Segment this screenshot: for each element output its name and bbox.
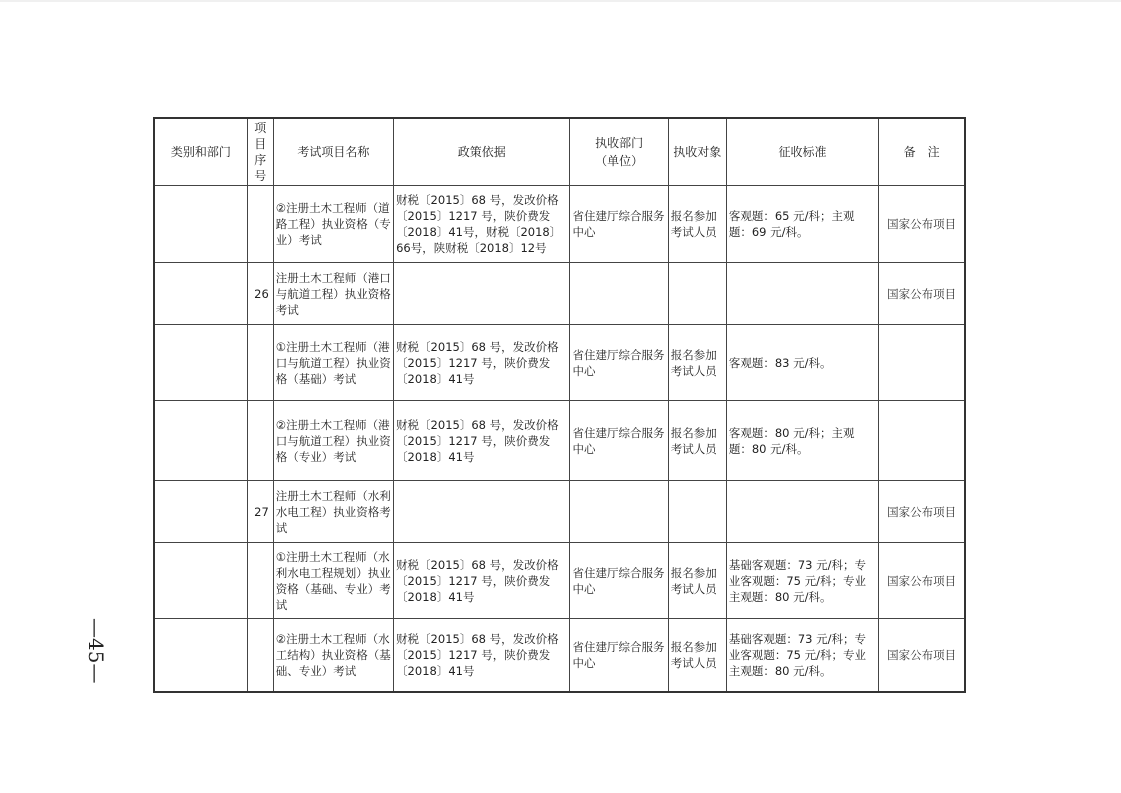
cell-name: ①注册土木工程师（水利水电工程规划）执业资格（基础、专业）考试: [273, 543, 393, 619]
cell-standard: 客观题：65 元/科；主观题：69 元/科。: [726, 186, 878, 263]
cell-dept: 省住建厅综合服务中心: [570, 543, 668, 619]
cell-category: [154, 481, 247, 543]
cell-name: ②注册土木工程师（道路工程）执业资格（专业）考试: [273, 186, 393, 263]
cell-basis: 财税〔2015〕68 号，发改价格〔2015〕1217 号，陕价费发〔2018〕41号: [394, 619, 570, 692]
header-note: 备 注: [879, 118, 965, 186]
cell-standard: [726, 481, 878, 543]
cell-standard: 客观题：83 元/科。: [726, 325, 878, 401]
cell-dept: 省住建厅综合服务中心: [570, 186, 668, 263]
cell-dept: [570, 481, 668, 543]
cell-target: 报名参加考试人员: [668, 543, 726, 619]
cell-note: 国家公布项目: [879, 543, 965, 619]
cell-target: [668, 481, 726, 543]
cell-seq: [247, 401, 273, 481]
cell-category: [154, 619, 247, 692]
cell-category: [154, 325, 247, 401]
cell-seq: [247, 325, 273, 401]
header-target: 执收对象: [668, 118, 726, 186]
cell-basis: 财税〔2015〕68 号，发改价格〔2015〕1217 号，陕价费发〔2018〕41号: [394, 325, 570, 401]
cell-target: 报名参加考试人员: [668, 401, 726, 481]
table-row: [154, 186, 965, 263]
cell-basis: [394, 481, 570, 543]
table-row: [154, 263, 965, 325]
cell-category: [154, 401, 247, 481]
cell-note: 国家公布项目: [879, 481, 965, 543]
header-category: 类别和部门: [154, 118, 247, 186]
header-basis: 政策依据: [394, 118, 570, 186]
cell-category: [154, 543, 247, 619]
cell-target: 报名参加考试人员: [668, 186, 726, 263]
header-standard: 征收标准: [726, 118, 878, 186]
cell-seq: 26: [247, 263, 273, 325]
table-row: [154, 481, 965, 543]
cell-basis: 财税〔2015〕68 号，发改价格〔2015〕1217 号，陕价费发〔2018〕41号，财税〔2018〕66号，陕财税〔2018〕12号: [394, 186, 570, 263]
table-row: [154, 401, 965, 481]
fee-table: [153, 117, 966, 693]
cell-target: [668, 263, 726, 325]
cell-seq: 27: [247, 481, 273, 543]
cell-name: ②注册土木工程师（港口与航道工程）执业资格（专业）考试: [273, 401, 393, 481]
cell-standard: [726, 263, 878, 325]
cell-seq: [247, 186, 273, 263]
cell-name: 注册土木工程师（水利水电工程）执业资格考试: [273, 481, 393, 543]
cell-target: 报名参加考试人员: [668, 619, 726, 692]
table-row: [154, 619, 965, 692]
cell-note: 国家公布项目: [879, 186, 965, 263]
page-number: —45—: [84, 618, 108, 684]
header-dept: 执收部门 （单位）: [570, 118, 668, 186]
cell-dept: 省住建厅综合服务中心: [570, 325, 668, 401]
cell-seq: [247, 619, 273, 692]
cell-basis: 财税〔2015〕68 号，发改价格〔2015〕1217 号，陕价费发〔2018〕41号: [394, 543, 570, 619]
cell-basis: 财税〔2015〕68 号，发改价格〔2015〕1217 号，陕价费发〔2018〕41号: [394, 401, 570, 481]
header-row: [154, 118, 965, 186]
cell-dept: [570, 263, 668, 325]
cell-standard: 基础客观题：73 元/科；专业客观题：75 元/科；专业主观题：80 元/科。: [726, 543, 878, 619]
cell-note: [879, 401, 965, 481]
cell-category: [154, 186, 247, 263]
cell-basis: [394, 263, 570, 325]
cell-dept: 省住建厅综合服务中心: [570, 619, 668, 692]
cell-seq: [247, 543, 273, 619]
cell-name: ②注册土木工程师（水工结构）执业资格（基础、专业）考试: [273, 619, 393, 692]
header-seq: 项目序号: [247, 118, 273, 186]
cell-target: 报名参加考试人员: [668, 325, 726, 401]
table-row: [154, 325, 965, 401]
table-row: [154, 543, 965, 619]
header-name: 考试项目名称: [273, 118, 393, 186]
cell-category: [154, 263, 247, 325]
cell-standard: 基础客观题：73 元/科；专业客观题：75 元/科；专业主观题：80 元/科。: [726, 619, 878, 692]
cell-standard: 客观题：80 元/科；主观题：80 元/科。: [726, 401, 878, 481]
scan-edge: [0, 0, 1121, 2]
cell-dept: 省住建厅综合服务中心: [570, 401, 668, 481]
cell-note: 国家公布项目: [879, 619, 965, 692]
cell-name: ①注册土木工程师（港口与航道工程）执业资格（基础）考试: [273, 325, 393, 401]
cell-name: 注册土木工程师（港口与航道工程）执业资格考试: [273, 263, 393, 325]
cell-note: [879, 325, 965, 401]
cell-note: 国家公布项目: [879, 263, 965, 325]
